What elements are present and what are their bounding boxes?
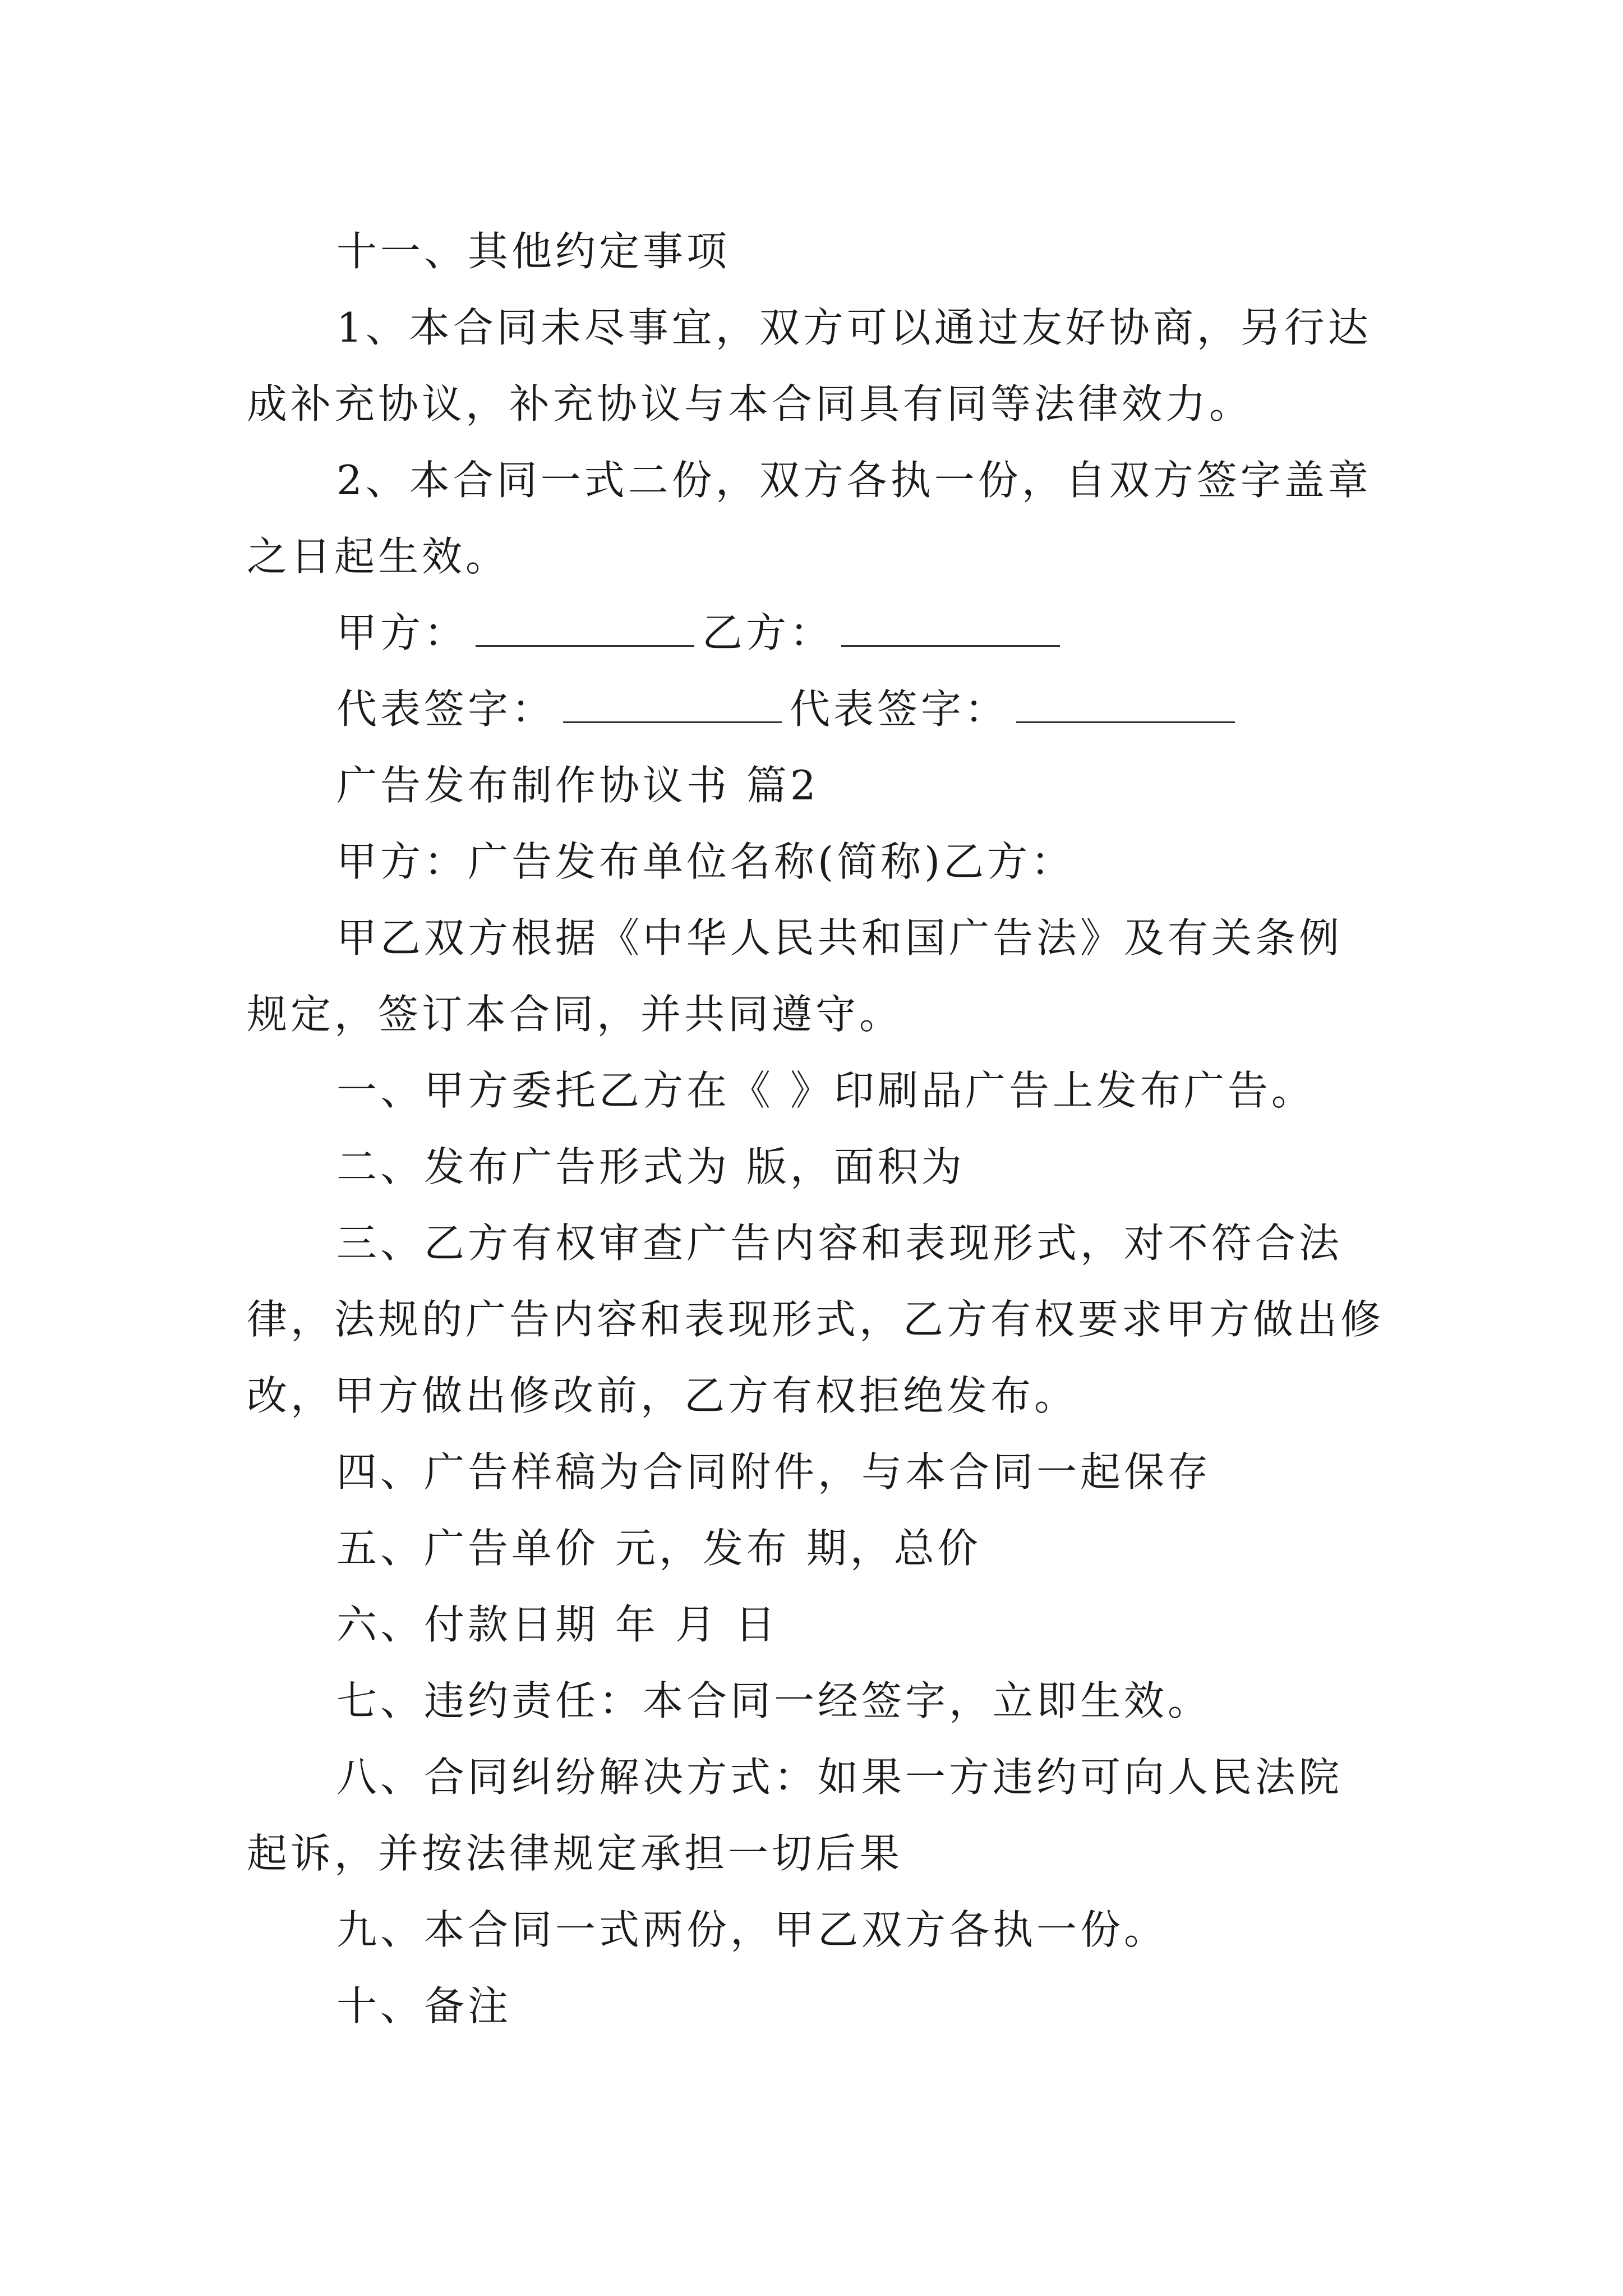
representative-b-blank — [1016, 688, 1235, 723]
clause-paragraph: 三、乙方有权审查广告内容和表现形式，对不符合法律，法规的广告内容和表现形式，乙方有权要求甲方做出修改，甲方做出修改前，乙方有权拒绝发布。 — [247, 1220, 1385, 1419]
clause-paragraph: 二、发布广告形式为 版，面积为 — [336, 1143, 965, 1190]
agreement-title: 广告发布制作协议书 篇2 — [336, 762, 819, 809]
signature-line-representatives — [247, 671, 1385, 747]
party-a-label: 甲方： — [336, 609, 468, 656]
clause-paragraph: 七、违约责任：本合同一经签字，立即生效。 — [336, 1677, 1212, 1724]
signature-line-parties — [247, 595, 1385, 671]
party-b-blank — [841, 611, 1060, 647]
clause-paragraph: 九、本合同一式两份，甲乙双方各执一份。 — [336, 1906, 1168, 1953]
parties-paragraph: 甲方：广告发布单位名称(简称)乙方： — [336, 838, 1075, 885]
clause-paragraph: 六、付款日期 年 月 日 — [336, 1601, 779, 1648]
representative-a-blank — [563, 688, 782, 723]
clause-paragraph: 十、备注 — [336, 1982, 512, 2030]
clause-paragraph: 四、广告样稿为合同附件，与本合同一起保存 — [336, 1448, 1212, 1496]
party-a-blank — [476, 611, 694, 647]
clause-paragraph: 1、本合同未尽事宜，双方可以通过友好协商，另行达成补充协议，补充协议与本合同具有同等法律效力。 — [247, 304, 1372, 427]
preamble-paragraph: 甲乙双方根据《中华人民共和国广告法》及有关条例规定，签订本合同，并共同遵守。 — [247, 914, 1343, 1038]
representative-a-label: 代表签字： — [336, 685, 556, 733]
document-body — [247, 213, 1385, 2044]
clause-paragraph: 五、广告单价 元，发布 期，总价 — [336, 1525, 981, 1572]
representative-b-label: 代表签字： — [790, 685, 1009, 733]
section-heading-other-terms: 十一、其他约定事项 — [336, 228, 731, 275]
party-b-label: 乙方： — [702, 609, 834, 656]
clause-paragraph: 一、甲方委托乙方在《 》印刷品广告上发布广告。 — [336, 1067, 1315, 1114]
clause-paragraph: 八、合同纠纷解决方式：如果一方违约可向人民法院起诉，并按法律规定承担一切后果 — [247, 1754, 1343, 1877]
clause-paragraph: 2、本合同一式二份，双方各执一份，自双方签字盖章之日起生效。 — [247, 457, 1372, 580]
